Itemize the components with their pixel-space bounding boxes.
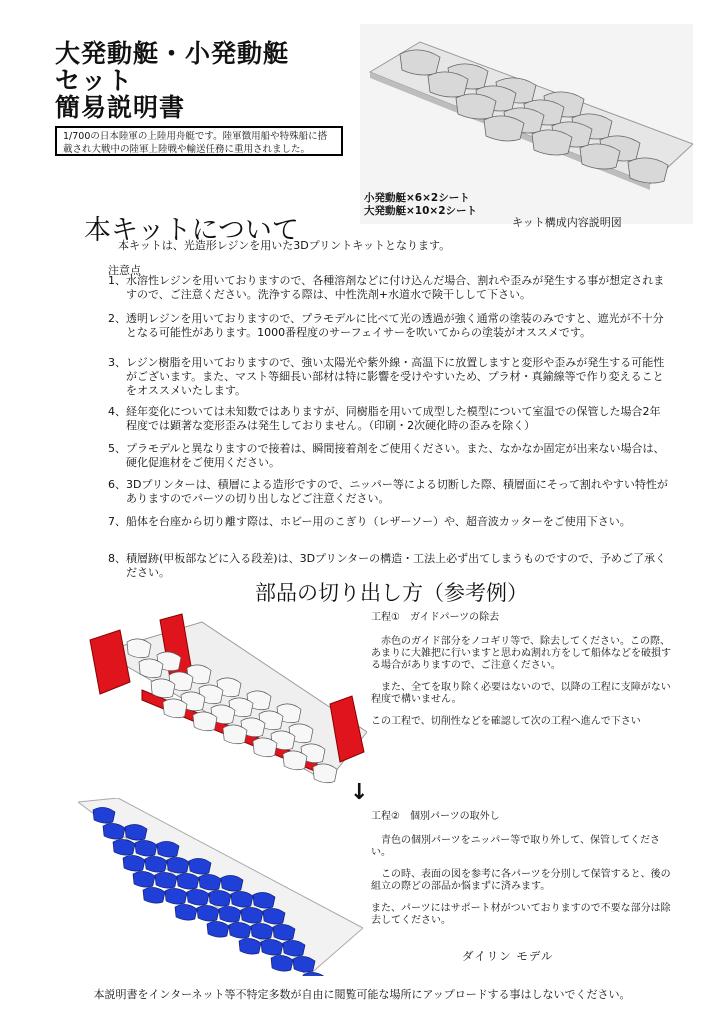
boat-part xyxy=(231,891,253,907)
note-number: 5、 xyxy=(108,442,126,455)
boat-part xyxy=(127,639,151,658)
boat-part xyxy=(135,840,157,856)
note-text: 3Dプリンターは、積層による造形ですので、ニッパー等による切断した際、積層面にそって割れやすい特性がありますのでパーツの切り出しなどご注意ください。 xyxy=(126,478,668,505)
note-item xyxy=(108,312,668,340)
boat-part xyxy=(163,699,187,718)
boat-part xyxy=(313,764,337,783)
about-heading: 本キットについて xyxy=(84,215,299,246)
boat-part xyxy=(177,873,199,889)
title-line-2: セット xyxy=(55,66,134,95)
note-text: プラモデルと異なりますので接着は、瞬間接着剤をご使用ください。また、なかなか固定が出来ない場合は、硬化促進材をご使用ください。 xyxy=(126,442,665,469)
footer-notice: 本説明書をインターネット等不特定多数が自由に閲覧可能な場所にアップロードする事はしないでください。 xyxy=(93,988,631,1001)
boat-part xyxy=(283,940,305,956)
step2-text xyxy=(371,811,671,937)
boat-part xyxy=(157,841,179,857)
note-item xyxy=(108,405,668,433)
step1-para-3: この工程で、切削性などを確認して次の工程へ進んで下さい xyxy=(371,716,641,727)
boat-part xyxy=(219,906,241,922)
cutting-heading: 部品の切り出し方（参考例） xyxy=(255,581,528,605)
boat-part xyxy=(293,956,315,972)
boat-part xyxy=(125,824,147,840)
boat-part xyxy=(199,874,221,890)
note-item xyxy=(108,515,668,529)
note-item xyxy=(108,442,668,470)
boat-part xyxy=(175,904,197,920)
boat-part xyxy=(221,875,243,891)
boat-part xyxy=(187,889,209,905)
boat-part xyxy=(167,857,189,873)
boat-part xyxy=(484,116,524,141)
step1-para-2: また、全てを取り除く必要はないので、以降の工程に支障がない程度で構いません。 xyxy=(371,682,671,705)
note-text: 船体を台座から切り離す際は、ホビー用のこぎり（レザーソー）や、超音波カッターをご使用下さい。 xyxy=(126,515,631,528)
boat-part xyxy=(193,712,217,731)
boat-part xyxy=(145,856,167,872)
boat-part xyxy=(189,858,211,874)
kit-image-caption: キット構成内容説明図 xyxy=(512,216,622,229)
boat-part xyxy=(251,923,273,939)
boat-part xyxy=(165,888,187,904)
note-number: 4、 xyxy=(108,405,126,418)
step1-para-1: 赤色のガイド部分をノコギリ等で、除去してください。この際、あまりに大雑把に行いますと思わぬ割れ方をして船体などを破損する場合がありますので、ご注意ください。 xyxy=(371,636,671,671)
parts-illustration xyxy=(78,798,363,976)
step2-title: 工程② 個別パーツの取外し xyxy=(371,811,500,822)
boat-part xyxy=(93,807,115,823)
step1-text xyxy=(371,612,671,738)
boat-part xyxy=(239,938,261,954)
step1-image xyxy=(82,612,367,787)
document-title xyxy=(55,40,289,121)
boat-part xyxy=(271,955,293,971)
boat-part xyxy=(273,924,295,940)
kit-overview-image xyxy=(360,24,693,224)
note-text: 水溶性レジンを用いておりますので、各種溶剤などに付け込んだ場合、割れや歪みが発生する事が想定されますので、ご注意ください。洗浄する際は、中性洗剤+水道水で険干しして下さい。 xyxy=(126,274,665,301)
boat-part xyxy=(151,679,175,698)
boat-part xyxy=(400,50,440,75)
notes-label: 注意点 xyxy=(108,264,141,277)
boat-part xyxy=(123,855,145,871)
boat-part xyxy=(580,144,620,169)
brand-name: ダイリン モデル xyxy=(462,949,554,963)
boat-part xyxy=(103,823,125,839)
boat-part xyxy=(209,890,231,906)
guide-illustration xyxy=(82,612,367,787)
boat-part xyxy=(283,751,307,770)
note-number: 7、 xyxy=(108,515,126,528)
boat-part xyxy=(241,907,263,923)
boat-part xyxy=(143,887,165,903)
boat-part xyxy=(456,94,496,119)
note-text: 透明レジンを用いておりますので、プラモデルに比べて光の透過が強く通常の塗装のみですと、遮光が不十分となる可能性があります。1000番程度のサーフェイサーを吹いてからの塗装がオススメです。 xyxy=(126,312,664,339)
about-lead: 本キットは、光造形レジンを用いた3Dプリントキットとなります。 xyxy=(118,239,451,252)
boat-part xyxy=(532,130,572,155)
note-number: 8、 xyxy=(108,552,126,565)
step1-title: 工程① ガイドパーツの除去 xyxy=(371,612,500,623)
boat-part xyxy=(197,905,219,921)
boat-part xyxy=(139,659,163,678)
note-text: 経年変化については未知数ではありますが、同樹脂を用いて成型した模型について室温での保管した場合2年程度では顕著な変形歪みは発生しておりません。（印刷・2次硬化時の歪みを除く） xyxy=(126,405,661,432)
intro-box: 1/700の日本陸軍の上陸用舟艇です。陸軍徴用船や特殊船に搭載され大戦中の陸軍上陸戦や輸送任務に重用されました。 xyxy=(55,126,343,156)
boat-part xyxy=(113,839,135,855)
note-item xyxy=(108,552,668,580)
boat-part xyxy=(263,908,285,924)
note-item xyxy=(108,478,668,506)
step2-para-3: また、パーツにはサポート材がついておりますので不要な部分は除去してください。 xyxy=(371,903,671,926)
boat-part xyxy=(628,158,668,183)
boat-part xyxy=(155,872,177,888)
sheet-large-label: 大発動艇×10×2シート xyxy=(364,205,478,217)
note-number: 3、 xyxy=(108,356,126,369)
note-number: 2、 xyxy=(108,312,126,325)
step2-para-2: この時、表面の図を参考に各パーツを分別して保管すると、後の組立の際どの部品か悩まずに済みます。 xyxy=(371,869,671,892)
step2-image xyxy=(78,798,363,976)
step2-para-1: 青色の個別パーツをニッパー等で取り外して、保管してください。 xyxy=(371,835,660,858)
boat-part xyxy=(428,72,468,97)
note-text: レジン樹脂を用いておりますので、強い太陽光や紫外線・高温下に放置しますと変形や歪みが発生する可能性がございます。また、マスト等細長い部材は特に影響を受けやすいため、プラ材・真鍮線等で作り変えることをオススメいたします。 xyxy=(126,356,665,397)
note-item xyxy=(108,356,668,398)
boat-part xyxy=(207,921,229,937)
boat-part xyxy=(253,892,275,908)
sheet-small-label: 小発動艇×6×2シート xyxy=(364,192,470,204)
note-number: 1、 xyxy=(108,274,126,287)
boat-part xyxy=(229,922,251,938)
title-line-3: 簡易説明書 xyxy=(55,93,186,122)
title-line-1: 大発動艇・小発動艇 xyxy=(55,39,290,68)
note-number: 6、 xyxy=(108,478,126,491)
boat-part xyxy=(133,871,155,887)
down-arrow-icon: ↓ xyxy=(350,780,369,805)
boat-part xyxy=(223,725,247,744)
note-item xyxy=(108,274,668,302)
boat-part xyxy=(253,738,277,757)
boat-part xyxy=(261,939,283,955)
note-text: 積層跡(甲板部などに入る段差)は、3Dプリンターの構造・工法上必ず出てしまうものですので、予めご了承ください。 xyxy=(126,552,666,579)
